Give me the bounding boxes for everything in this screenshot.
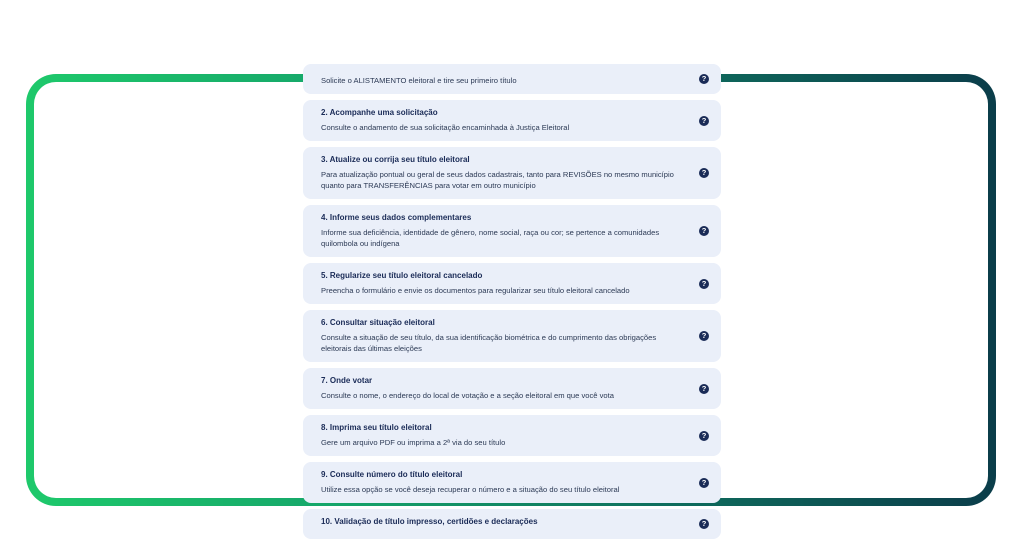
services-list bbox=[303, 64, 721, 545]
service-card-5[interactable] bbox=[303, 263, 721, 304]
service-description: Consulte o nome, o endereço do local de votação e a seção eleitoral em que você vota bbox=[321, 391, 614, 400]
question-circle-icon[interactable]: ? bbox=[699, 384, 709, 394]
service-card-3[interactable] bbox=[303, 147, 721, 199]
question-circle-icon[interactable]: ? bbox=[699, 478, 709, 488]
service-title: 3. Atualize ou corrija seu título eleitoral bbox=[321, 155, 470, 164]
question-circle-icon[interactable]: ? bbox=[699, 116, 709, 126]
question-circle-icon[interactable]: ? bbox=[699, 74, 709, 84]
service-card-8[interactable] bbox=[303, 415, 721, 456]
question-circle-icon[interactable]: ? bbox=[699, 279, 709, 289]
service-description: Para atualização pontual ou geral de seus dados cadastrais, tanto para REVISÕES no mesmo município quanto para TRANSFERÊNCIAS para votar em outro município bbox=[321, 170, 674, 190]
service-card-4[interactable] bbox=[303, 205, 721, 257]
question-circle-icon[interactable]: ? bbox=[699, 168, 709, 178]
service-title: 10. Validação de título impresso, certidões e declarações bbox=[321, 517, 538, 526]
service-card-10[interactable] bbox=[303, 509, 721, 539]
service-title: 7. Onde votar bbox=[321, 376, 373, 385]
service-description: Consulte o andamento de sua solicitação encaminhada à Justiça Eleitoral bbox=[321, 123, 570, 132]
service-description: Preencha o formulário e envie os documentos para regularizar seu título eleitoral cancelado bbox=[321, 286, 630, 295]
service-description: Utilize essa opção se você deseja recuperar o número e a situação do seu título eleitoral bbox=[321, 485, 620, 494]
service-title: 2. Acompanhe uma solicitação bbox=[321, 108, 438, 117]
service-title: 4. Informe seus dados complementares bbox=[321, 213, 472, 222]
question-circle-icon[interactable]: ? bbox=[699, 331, 709, 341]
question-circle-icon[interactable]: ? bbox=[699, 519, 709, 529]
service-description: Gere um arquivo PDF ou imprima a 2ª via do seu título bbox=[321, 438, 506, 447]
service-card-6[interactable] bbox=[303, 310, 721, 362]
service-description: Informe sua deficiência, identidade de gênero, nome social, raça ou cor; se pertence a comunidades quilombola ou indígena bbox=[321, 228, 660, 248]
service-title: 9. Consulte número do título eleitoral bbox=[321, 470, 463, 479]
question-circle-icon[interactable]: ? bbox=[699, 226, 709, 236]
service-card-1[interactable] bbox=[303, 64, 721, 94]
screen-viewport bbox=[34, 74, 988, 528]
service-title: 6. Consultar situação eleitoral bbox=[321, 318, 435, 327]
question-circle-icon[interactable]: ? bbox=[699, 431, 709, 441]
service-card-7[interactable] bbox=[303, 368, 721, 409]
service-card-2[interactable] bbox=[303, 100, 721, 141]
service-title: 8. Imprima seu título eleitoral bbox=[321, 423, 432, 432]
service-card-9[interactable] bbox=[303, 462, 721, 503]
service-description: Consulte a situação de seu título, da sua identificação biométrica e do cumprimento das obrigações eleitorais das últimas eleições bbox=[321, 333, 657, 353]
service-description: Solicite o ALISTAMENTO eleitoral e tire seu primeiro título bbox=[321, 76, 517, 85]
service-title: 5. Regularize seu título eleitoral cancelado bbox=[321, 271, 483, 280]
